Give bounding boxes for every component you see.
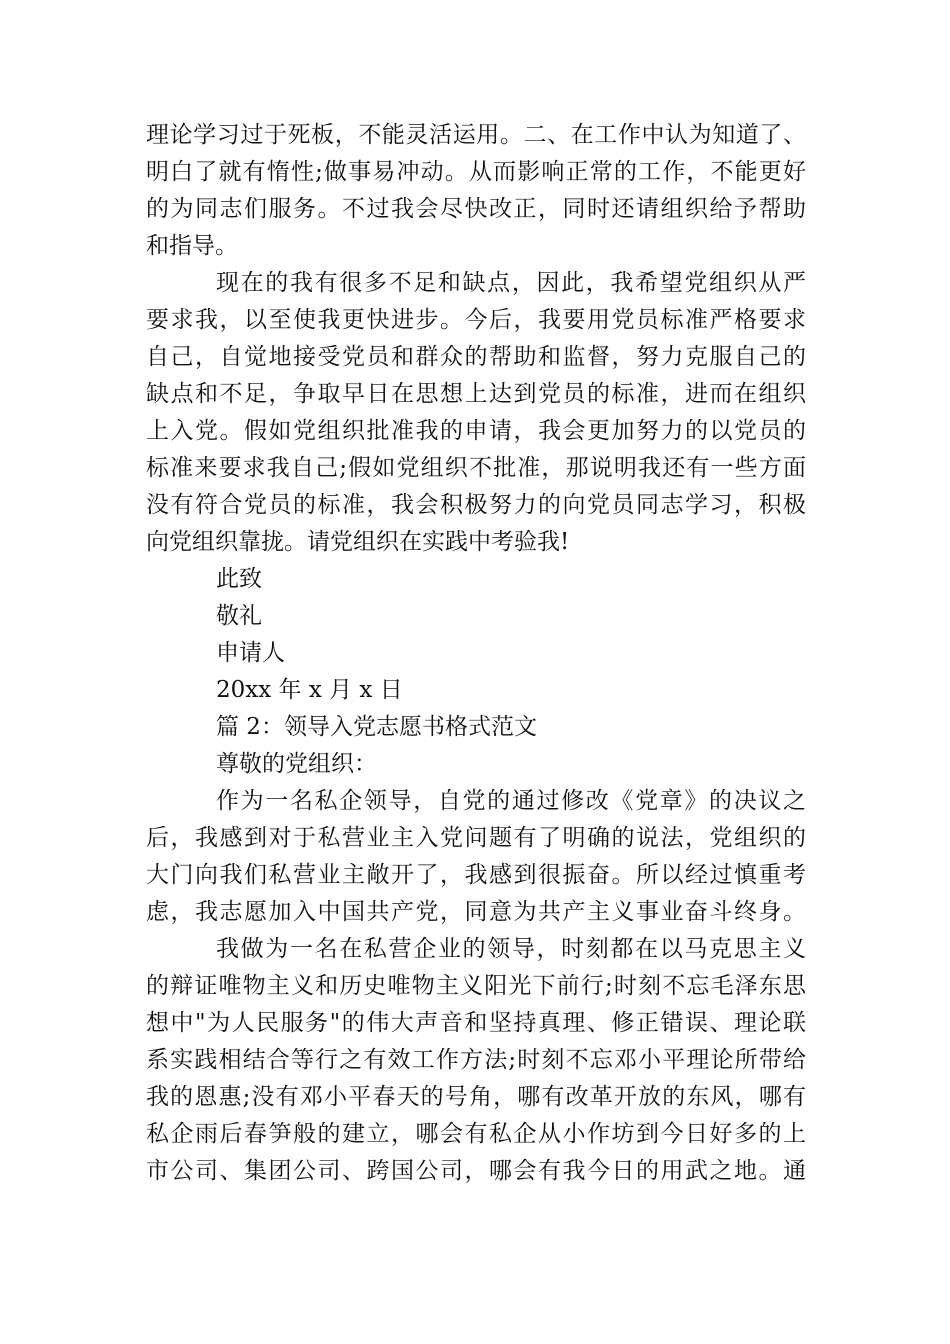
section-title: 篇 2：领导入党志愿书格式范文 <box>216 714 537 740</box>
text-line: 市公司、集团公司、跨国公司，哪会有我今日的用武之地。通 <box>146 1158 806 1184</box>
text-line: 和指导。 <box>146 233 238 259</box>
text-line: 自己，自觉地接受党员和群众的帮助和监督，努力克服自己的 <box>146 344 806 370</box>
text-line: 要求我，以至使我更快进步。今后，我要用党员标准严格要求 <box>146 307 806 333</box>
text-line: 私企雨后春笋般的建立，哪会有私企从小作坊到今日好多的上 <box>146 1121 806 1147</box>
date-line: 20xx 年 x 月 x 日 <box>216 677 403 703</box>
applicant-label: 申请人 <box>216 640 285 666</box>
closing-salutation-1: 此致 <box>216 566 262 592</box>
text-line: 的辩证唯物主义和历史唯物主义阳光下前行;时刻不忘毛泽东思 <box>146 973 806 999</box>
text-line: 缺点和不足，争取早日在思想上达到党员的标准，进而在组织 <box>146 381 806 407</box>
greeting: 尊敬的党组织： <box>216 751 377 777</box>
text-line: 想中"为人民服务"的伟大声音和坚持真理、修正错误、理论联 <box>146 1010 806 1036</box>
text-line: 现在的我有很多不足和缺点，因此，我希望党组织从严 <box>216 270 806 296</box>
text-line: 明白了就有惰性;做事易冲动。从而影响正常的工作，不能更好 <box>146 159 806 185</box>
text-line: 虑，我志愿加入中国共产党，同意为共产主义事业奋斗终身。 <box>146 899 806 925</box>
text-line: 向党组织靠拢。请党组织在实践中考验我! <box>146 529 570 555</box>
text-line: 系实践相结合等行之有效工作方法;时刻不忘邓小平理论所带给 <box>146 1047 806 1073</box>
text-line: 我的恩惠;没有邓小平春天的号角，哪有改革开放的东风，哪有 <box>146 1084 806 1110</box>
text-line: 标准来要求我自己;假如党组织不批准，那说明我还有一些方面 <box>146 455 806 481</box>
text-line: 的为同志们服务。不过我会尽快改正，同时还请组织给予帮助 <box>146 196 806 222</box>
text-line: 后，我感到对于私营业主入党问题有了明确的说法，党组织的 <box>146 825 806 851</box>
closing-salutation-2: 敬礼 <box>216 603 262 629</box>
document-body <box>146 117 806 1190</box>
text-line: 作为一名私企领导，自党的通过修改《党章》的决议之 <box>216 788 806 814</box>
text-line: 上入党。假如党组织批准我的申请，我会更加努力的以党员的 <box>146 418 806 444</box>
text-line: 大门向我们私营业主敞开了，我感到很振奋。所以经过慎重考 <box>146 862 806 888</box>
text-line: 理论学习过于死板，不能灵活运用。二、在工作中认为知道了、 <box>146 122 806 148</box>
text-line: 没有符合党员的标准，我会积极努力的向党员同志学习，积极 <box>146 492 806 518</box>
text-line: 我做为一名在私营企业的领导，时刻都在以马克思主义 <box>216 936 806 962</box>
